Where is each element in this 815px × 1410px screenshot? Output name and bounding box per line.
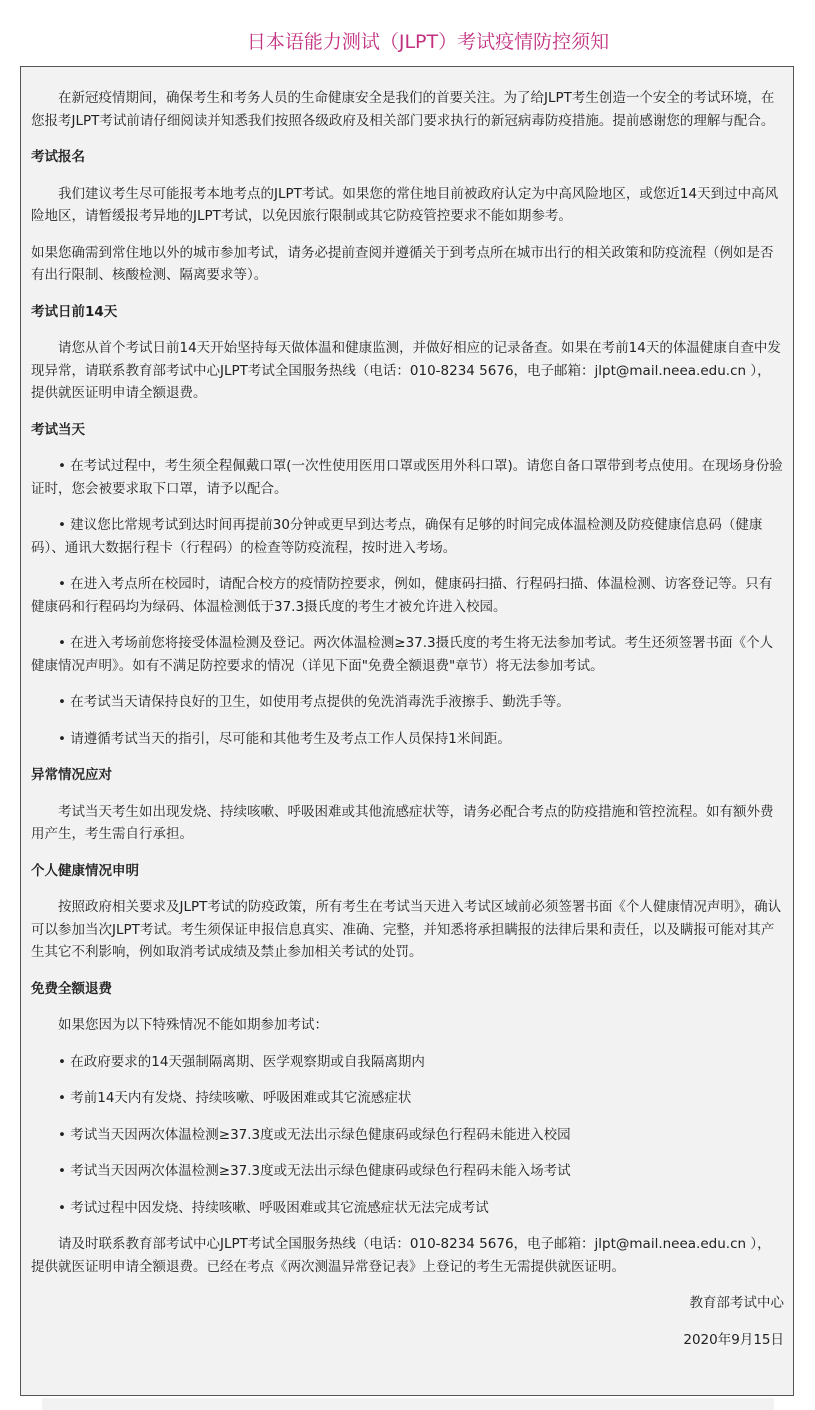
heading-refund: 免费全额退费 xyxy=(31,980,112,997)
refund-bullet-incomplete: • 考试过程中因发烧、持续咳嗽、呼吸困难或其它流感症状无法完成考试 xyxy=(58,1199,489,1216)
exam-day-bullet-arrival: • 建议您比常规考试到达时间再提前30分钟或更早到达考点，确保有足够的时间完成体温检测及防疫健康信息码（健康码）、通讯大数据行程卡（行程码）的检查等防疫流程，按时进入考场。 xyxy=(31,517,763,556)
heading-abnormal: 异常情况应对 xyxy=(31,767,112,783)
registration-paragraph-2: 如果您确需到常住地以外的城市参加考试，请务必提前查阅并遵循关于到考点所在城市出行的相关政策和防疫流程（例如是否有出行限制、核酸检测、隔离要求等）。 xyxy=(31,244,774,283)
exam-day-bullet-mask: • 在考试过程中，考生须全程佩戴口罩(一次性使用医用口罩或医用外科口罩)。请您自备口罩带到考点使用。在现场身份验证时，您会被要求取下口罩，请予以配合。 xyxy=(31,458,783,497)
refund-bullet-campus-denied: • 考试当天因两次体温检测≥37.3度或无法出示绿色健康码或绿色行程码未能进入校园 xyxy=(58,1126,571,1143)
footer-strip xyxy=(42,1398,774,1410)
before-14-days-paragraph: 请您从首个考试日前14天开始坚持每天做体温和健康监测，并做好相应的记录备查。如果在考前14天的体温健康自查中发现异常，请联系教育部考试中心JLPT考试全国服务热线（电话：010-8234 5676，电子邮箱：jlpt@mail.neea.edu.cn ），提供就医证明申请全额退费。 xyxy=(31,340,781,401)
intro-paragraph: 在新冠疫情期间，确保考生和考务人员的生命健康安全是我们的首要关注。为了给JLPT考生创造一个安全的考试环境，在您报考JLPT考试前请仔细阅读并知悉我们按照各级政府及相关部门要求执行的新冠病毒防疫措施。提前感谢您的理解与配合。 xyxy=(31,90,775,129)
declaration-paragraph: 按照政府相关要求及JLPT考试的防疫政策，所有考生在考试当天进入考试区域前必须签署书面《个人健康情况声明》，确认可以参加当次JLPT考试。考生须保证申报信息真实、准确、完整，并知悉将承担瞒报的法律后果和责任，以及瞒报可能对其产生其它不利影响，例如取消考试成绩及禁止参加相关考试的处罚。 xyxy=(31,899,782,960)
exam-day-bullet-hygiene: • 在考试当天请保持良好的卫生，如使用考点提供的免洗消毒洗手液擦手、勤洗手等。 xyxy=(58,694,570,710)
refund-bullet-exam-denied: • 考试当天因两次体温检测≥37.3度或无法出示绿色健康码或绿色行程码未能入场考试 xyxy=(58,1163,571,1179)
exam-day-bullet-distance: • 请遵循考试当天的指引，尽可能和其他考生及考点工作人员保持1米间距。 xyxy=(58,730,511,747)
signature-organization: 教育部考试中心 xyxy=(689,1295,784,1311)
refund-contact-paragraph: 请及时联系教育部考试中心JLPT考试全国服务热线（电话：010-8234 5676，电子邮箱：jlpt@mail.neea.edu.cn ），提供就医证明申请全额退费。已经在考点《两次测温异常登记表》上登记的考生无需提供就医证明。 xyxy=(31,1236,771,1275)
exam-day-bullet-temperature: • 在进入考场前您将接受体温检测及登记。两次体温检测≥37.3摄氏度的考生将无法参加考试。考生还须签署书面《个人健康情况声明》。如有不满足防控要求的情况（详见下面"免费全额退费"章节）将无法参加考试。 xyxy=(31,635,774,674)
abnormal-paragraph: 考试当天考生如出现发烧、持续咳嗽、呼吸困难或其他流感症状等，请务必配合考点的防疫措施和管控流程。如有额外费用产生，考生需自行承担。 xyxy=(31,803,774,842)
heading-before-14-days: 考试日前14天 xyxy=(31,303,118,320)
heading-exam-day: 考试当天 xyxy=(31,421,85,438)
refund-intro-paragraph: 如果您因为以下特殊情况不能如期参加考试： xyxy=(58,1017,328,1033)
signature-date: 2020年9月15日 xyxy=(683,1331,784,1348)
page-title: 日本语能力测试（JLPT）考试疫情防控须知 xyxy=(246,31,610,53)
heading-registration: 考试报名 xyxy=(31,149,85,165)
exam-day-bullet-campus: • 在进入考点所在校园时，请配合校方的疫情防控要求，例如，健康码扫描、行程码扫描、体温检测、访客登记等。只有健康码和行程码均为绿码、体温检测低于37.3摄氏度的考生才被允许进入校园。 xyxy=(31,576,773,615)
registration-paragraph-1: 我们建议考生尽可能报考本地考点的JLPT考试。如果您的常住地目前被政府认定为中高风险地区，或您近14天到过中高风险地区，请暂缓报考异地的JLPT考试，以免因旅行限制或其它防疫管控要求不能如期参考。 xyxy=(31,185,779,224)
refund-bullet-symptoms: • 考前14天内有发烧、持续咳嗽、呼吸困难或其它流感症状 xyxy=(58,1090,412,1106)
refund-bullet-quarantine: • 在政府要求的14天强制隔离期、医学观察期或自我隔离期内 xyxy=(58,1053,425,1070)
heading-declaration: 个人健康情况申明 xyxy=(31,862,139,879)
notice-panel xyxy=(20,66,794,1396)
